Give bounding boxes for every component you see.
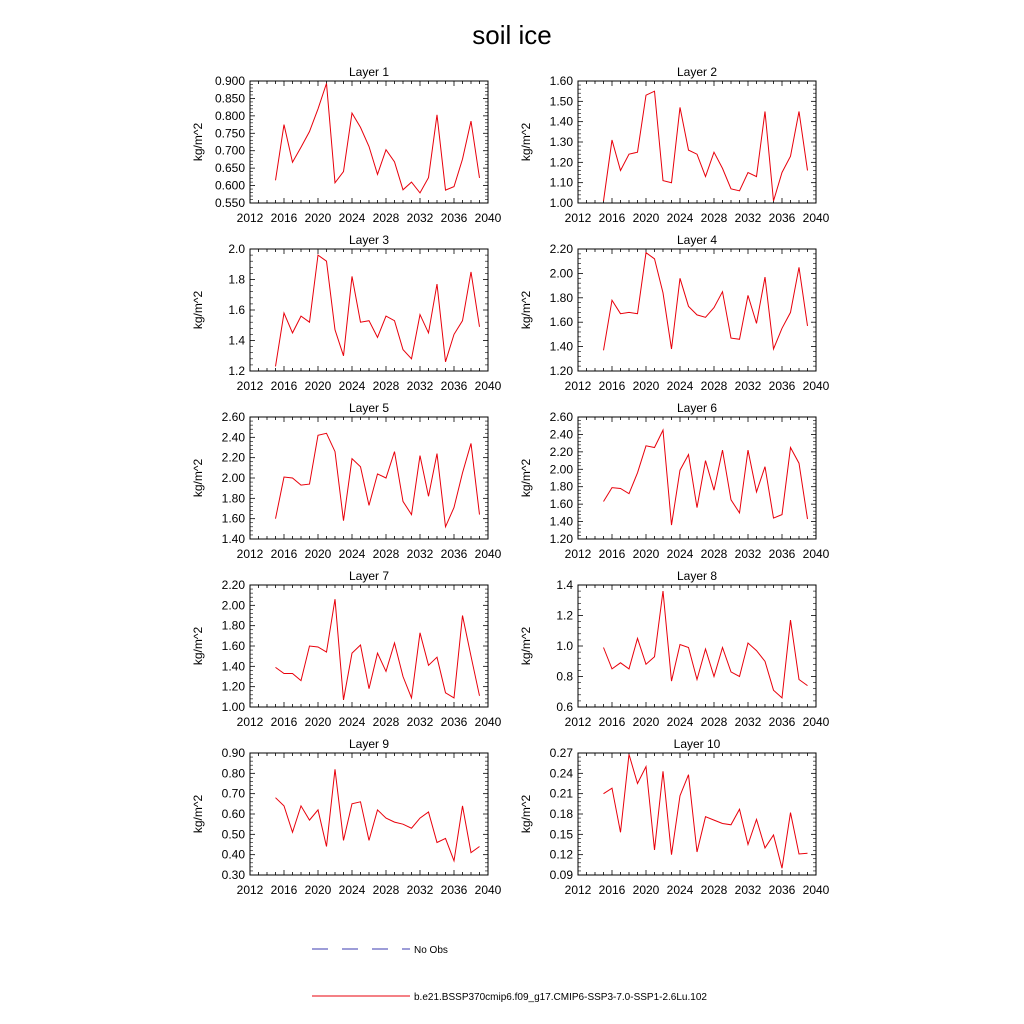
y-tick-label: 0.12 bbox=[549, 847, 573, 862]
plot-frame bbox=[250, 81, 488, 203]
y-tick-label: 2.20 bbox=[221, 450, 245, 465]
x-tick-label: 2024 bbox=[666, 547, 694, 561]
plot-frame bbox=[578, 81, 816, 203]
x-tick-label: 2012 bbox=[564, 883, 592, 897]
x-tick-label: 2024 bbox=[338, 883, 366, 897]
series-line bbox=[604, 754, 808, 868]
y-tick-label: 1.20 bbox=[549, 364, 573, 378]
x-tick-label: 2016 bbox=[270, 379, 298, 393]
y-tick-label: 1.00 bbox=[549, 196, 573, 210]
x-tick-label: 2020 bbox=[632, 379, 660, 393]
series-line bbox=[276, 769, 480, 861]
series-line bbox=[276, 433, 480, 527]
x-tick-label: 2012 bbox=[236, 379, 264, 393]
x-tick-label: 2028 bbox=[700, 715, 728, 729]
x-tick-label: 2012 bbox=[564, 379, 592, 393]
y-tick-label: 0.80 bbox=[221, 766, 245, 781]
x-tick-label: 2020 bbox=[304, 883, 332, 897]
y-tick-label: 2.20 bbox=[549, 444, 573, 459]
x-tick-label: 2016 bbox=[270, 715, 298, 729]
x-tick-label: 2032 bbox=[406, 715, 434, 729]
y-tick-label: 0.30 bbox=[221, 868, 245, 882]
panel-layer-3 bbox=[191, 233, 502, 393]
y-tick-label: 0.600 bbox=[214, 178, 245, 193]
series-line bbox=[604, 253, 808, 351]
y-axis-label: kg/m^2 bbox=[191, 626, 205, 666]
series-line bbox=[276, 83, 480, 192]
y-tick-label: 0.750 bbox=[214, 126, 245, 141]
y-axis-label: kg/m^2 bbox=[519, 458, 533, 498]
x-tick-label: 2024 bbox=[338, 715, 366, 729]
series-line bbox=[276, 255, 480, 366]
y-tick-label: 1.20 bbox=[549, 155, 573, 170]
y-tick-label: 0.8 bbox=[556, 669, 573, 684]
x-tick-label: 2036 bbox=[440, 379, 468, 393]
legend bbox=[312, 945, 707, 1003]
panel-layer-5 bbox=[191, 401, 502, 561]
panel-grid bbox=[191, 65, 830, 897]
x-tick-label: 2016 bbox=[598, 379, 626, 393]
x-tick-label: 2032 bbox=[734, 211, 762, 225]
x-tick-label: 2040 bbox=[474, 715, 502, 729]
panel-title: Layer 6 bbox=[676, 401, 718, 415]
x-tick-label: 2020 bbox=[304, 211, 332, 225]
x-tick-label: 2040 bbox=[802, 211, 830, 225]
panel-layer-2 bbox=[519, 65, 830, 225]
x-tick-label: 2020 bbox=[632, 547, 660, 561]
y-tick-label: 2.0 bbox=[228, 242, 245, 256]
y-tick-label: 1.60 bbox=[549, 74, 573, 88]
y-tick-label: 2.20 bbox=[221, 578, 245, 592]
y-tick-label: 0.09 bbox=[549, 868, 573, 882]
y-tick-label: 1.40 bbox=[549, 339, 573, 354]
x-tick-label: 2028 bbox=[372, 883, 400, 897]
x-tick-label: 2024 bbox=[666, 211, 694, 225]
x-tick-label: 2040 bbox=[474, 883, 502, 897]
legend-label-no-obs: No Obs bbox=[414, 945, 448, 956]
panel-layer-8 bbox=[519, 569, 830, 729]
x-tick-label: 2040 bbox=[474, 211, 502, 225]
y-axis-label: kg/m^2 bbox=[519, 122, 533, 162]
panel-title: Layer 10 bbox=[673, 737, 721, 751]
x-tick-label: 2036 bbox=[768, 547, 796, 561]
y-tick-label: 0.70 bbox=[221, 786, 245, 801]
panel-title: Layer 4 bbox=[676, 233, 718, 247]
x-tick-label: 2032 bbox=[734, 883, 762, 897]
y-tick-label: 2.20 bbox=[549, 242, 573, 256]
y-tick-label: 0.6 bbox=[556, 700, 573, 714]
x-tick-label: 2040 bbox=[802, 883, 830, 897]
y-tick-label: 1.40 bbox=[221, 532, 245, 546]
y-tick-label: 0.90 bbox=[221, 746, 245, 760]
y-tick-label: 1.40 bbox=[549, 514, 573, 529]
y-tick-label: 1.80 bbox=[549, 290, 573, 305]
y-tick-label: 1.40 bbox=[549, 114, 573, 129]
y-tick-label: 0.27 bbox=[549, 746, 573, 760]
series-line bbox=[604, 430, 808, 525]
x-tick-label: 2028 bbox=[372, 379, 400, 393]
y-tick-label: 0.60 bbox=[221, 807, 245, 821]
panel-layer-7 bbox=[191, 569, 502, 729]
x-tick-label: 2040 bbox=[474, 547, 502, 561]
x-tick-label: 2024 bbox=[666, 379, 694, 393]
x-tick-label: 2036 bbox=[440, 547, 468, 561]
x-tick-label: 2028 bbox=[372, 547, 400, 561]
x-tick-label: 2012 bbox=[236, 883, 264, 897]
y-tick-label: 1.4 bbox=[228, 333, 245, 348]
y-tick-label: 1.0 bbox=[556, 639, 573, 653]
x-tick-label: 2024 bbox=[338, 547, 366, 561]
x-tick-label: 2016 bbox=[270, 883, 298, 897]
y-tick-label: 1.6 bbox=[228, 303, 245, 317]
x-tick-label: 2036 bbox=[768, 883, 796, 897]
x-tick-label: 2028 bbox=[700, 211, 728, 225]
y-axis-label: kg/m^2 bbox=[191, 290, 205, 330]
x-tick-label: 2032 bbox=[406, 883, 434, 897]
y-tick-label: 1.00 bbox=[221, 700, 245, 714]
plot-frame bbox=[250, 249, 488, 371]
y-tick-label: 1.20 bbox=[549, 532, 573, 546]
x-tick-label: 2028 bbox=[372, 715, 400, 729]
x-tick-label: 2032 bbox=[734, 379, 762, 393]
x-tick-label: 2016 bbox=[270, 211, 298, 225]
y-tick-label: 0.900 bbox=[214, 74, 245, 88]
x-tick-label: 2020 bbox=[304, 379, 332, 393]
x-tick-label: 2036 bbox=[440, 211, 468, 225]
plot-frame bbox=[578, 585, 816, 707]
y-tick-label: 1.10 bbox=[549, 175, 573, 190]
y-tick-label: 2.60 bbox=[549, 410, 573, 424]
x-tick-label: 2036 bbox=[440, 715, 468, 729]
series-line bbox=[604, 91, 808, 201]
x-tick-label: 2016 bbox=[598, 547, 626, 561]
panel-title: Layer 1 bbox=[348, 65, 390, 79]
x-tick-label: 2028 bbox=[700, 883, 728, 897]
panel-title: Layer 9 bbox=[348, 737, 390, 751]
x-tick-label: 2040 bbox=[802, 547, 830, 561]
x-tick-label: 2024 bbox=[338, 379, 366, 393]
panel-layer-1 bbox=[191, 65, 502, 225]
x-tick-label: 2016 bbox=[598, 211, 626, 225]
y-axis-label: kg/m^2 bbox=[191, 122, 205, 162]
y-tick-label: 0.18 bbox=[549, 807, 573, 821]
plot-frame bbox=[250, 417, 488, 539]
panel-title: Layer 5 bbox=[348, 401, 390, 415]
series-line bbox=[276, 599, 480, 700]
x-tick-label: 2040 bbox=[802, 715, 830, 729]
plot-frame bbox=[578, 249, 816, 371]
plot-frame bbox=[578, 417, 816, 539]
x-tick-label: 2024 bbox=[666, 883, 694, 897]
y-tick-label: 1.2 bbox=[556, 608, 573, 623]
y-tick-label: 1.30 bbox=[549, 135, 573, 149]
x-tick-label: 2012 bbox=[564, 715, 592, 729]
y-tick-label: 2.00 bbox=[221, 471, 245, 485]
x-tick-label: 2016 bbox=[270, 547, 298, 561]
x-tick-label: 2020 bbox=[632, 715, 660, 729]
y-tick-label: 1.20 bbox=[221, 679, 245, 694]
panel-layer-10 bbox=[519, 737, 830, 897]
x-tick-label: 2020 bbox=[304, 715, 332, 729]
x-tick-label: 2040 bbox=[474, 379, 502, 393]
x-tick-label: 2024 bbox=[338, 211, 366, 225]
y-axis-label: kg/m^2 bbox=[191, 794, 205, 834]
x-tick-label: 2032 bbox=[734, 715, 762, 729]
y-tick-label: 2.00 bbox=[549, 462, 573, 477]
x-tick-label: 2012 bbox=[236, 715, 264, 729]
x-tick-label: 2032 bbox=[406, 547, 434, 561]
y-tick-label: 1.80 bbox=[221, 618, 245, 633]
y-tick-label: 2.00 bbox=[549, 266, 573, 281]
y-tick-label: 0.800 bbox=[214, 108, 245, 123]
y-tick-label: 0.850 bbox=[214, 91, 245, 106]
y-tick-label: 1.4 bbox=[556, 578, 573, 592]
x-tick-label: 2032 bbox=[406, 211, 434, 225]
y-axis-label: kg/m^2 bbox=[191, 458, 205, 498]
y-tick-label: 0.24 bbox=[549, 766, 573, 781]
x-tick-label: 2012 bbox=[236, 547, 264, 561]
y-tick-label: 1.60 bbox=[221, 639, 245, 653]
x-tick-label: 2012 bbox=[564, 547, 592, 561]
y-tick-label: 1.8 bbox=[228, 272, 245, 287]
x-tick-label: 2032 bbox=[734, 547, 762, 561]
y-tick-label: 0.700 bbox=[214, 143, 245, 158]
y-tick-label: 2.00 bbox=[221, 598, 245, 613]
y-tick-label: 0.15 bbox=[549, 827, 573, 842]
y-tick-label: 0.550 bbox=[214, 196, 245, 210]
y-tick-label: 1.50 bbox=[549, 94, 573, 109]
y-tick-label: 0.21 bbox=[549, 786, 573, 801]
panel-layer-9 bbox=[191, 737, 502, 897]
x-tick-label: 2016 bbox=[598, 883, 626, 897]
x-tick-label: 2036 bbox=[768, 211, 796, 225]
y-axis-label: kg/m^2 bbox=[519, 290, 533, 330]
y-tick-label: 1.60 bbox=[549, 497, 573, 512]
x-tick-label: 2020 bbox=[304, 547, 332, 561]
x-tick-label: 2020 bbox=[632, 883, 660, 897]
x-tick-label: 2012 bbox=[564, 211, 592, 225]
y-tick-label: 2.40 bbox=[549, 427, 573, 442]
x-tick-label: 2028 bbox=[700, 547, 728, 561]
x-tick-label: 2028 bbox=[700, 379, 728, 393]
x-tick-label: 2032 bbox=[406, 379, 434, 393]
x-tick-label: 2036 bbox=[768, 379, 796, 393]
x-tick-label: 2016 bbox=[598, 715, 626, 729]
x-tick-label: 2012 bbox=[236, 211, 264, 225]
panel-title: Layer 3 bbox=[348, 233, 390, 247]
panel-layer-4 bbox=[519, 233, 830, 393]
panel-title: Layer 7 bbox=[348, 569, 390, 583]
y-tick-label: 0.650 bbox=[214, 161, 245, 176]
panel-layer-6 bbox=[519, 401, 830, 561]
figure-title: soil ice bbox=[472, 20, 552, 50]
x-tick-label: 2040 bbox=[802, 379, 830, 393]
y-tick-label: 1.60 bbox=[221, 511, 245, 526]
y-tick-label: 0.50 bbox=[221, 827, 245, 842]
y-tick-label: 0.40 bbox=[221, 847, 245, 862]
x-tick-label: 2036 bbox=[768, 715, 796, 729]
y-tick-label: 2.40 bbox=[221, 430, 245, 445]
y-axis-label: kg/m^2 bbox=[519, 794, 533, 834]
x-tick-label: 2028 bbox=[372, 211, 400, 225]
y-tick-label: 1.60 bbox=[549, 315, 573, 330]
legend-label-model: b.e21.BSSP370cmip6.f09_g17.CMIP6-SSP3-7.0-SSP1-2.6Lu.102 bbox=[414, 992, 707, 1003]
panel-title: Layer 8 bbox=[676, 569, 718, 583]
panel-title: Layer 2 bbox=[676, 65, 718, 79]
y-tick-label: 1.80 bbox=[221, 491, 245, 506]
x-tick-label: 2020 bbox=[632, 211, 660, 225]
x-tick-label: 2024 bbox=[666, 715, 694, 729]
y-tick-label: 1.40 bbox=[221, 659, 245, 674]
y-tick-label: 1.80 bbox=[549, 479, 573, 494]
plot-frame bbox=[578, 753, 816, 875]
x-tick-label: 2036 bbox=[440, 883, 468, 897]
y-tick-label: 2.60 bbox=[221, 410, 245, 424]
series-line bbox=[604, 591, 808, 698]
y-tick-label: 1.2 bbox=[228, 364, 245, 378]
y-axis-label: kg/m^2 bbox=[519, 626, 533, 666]
